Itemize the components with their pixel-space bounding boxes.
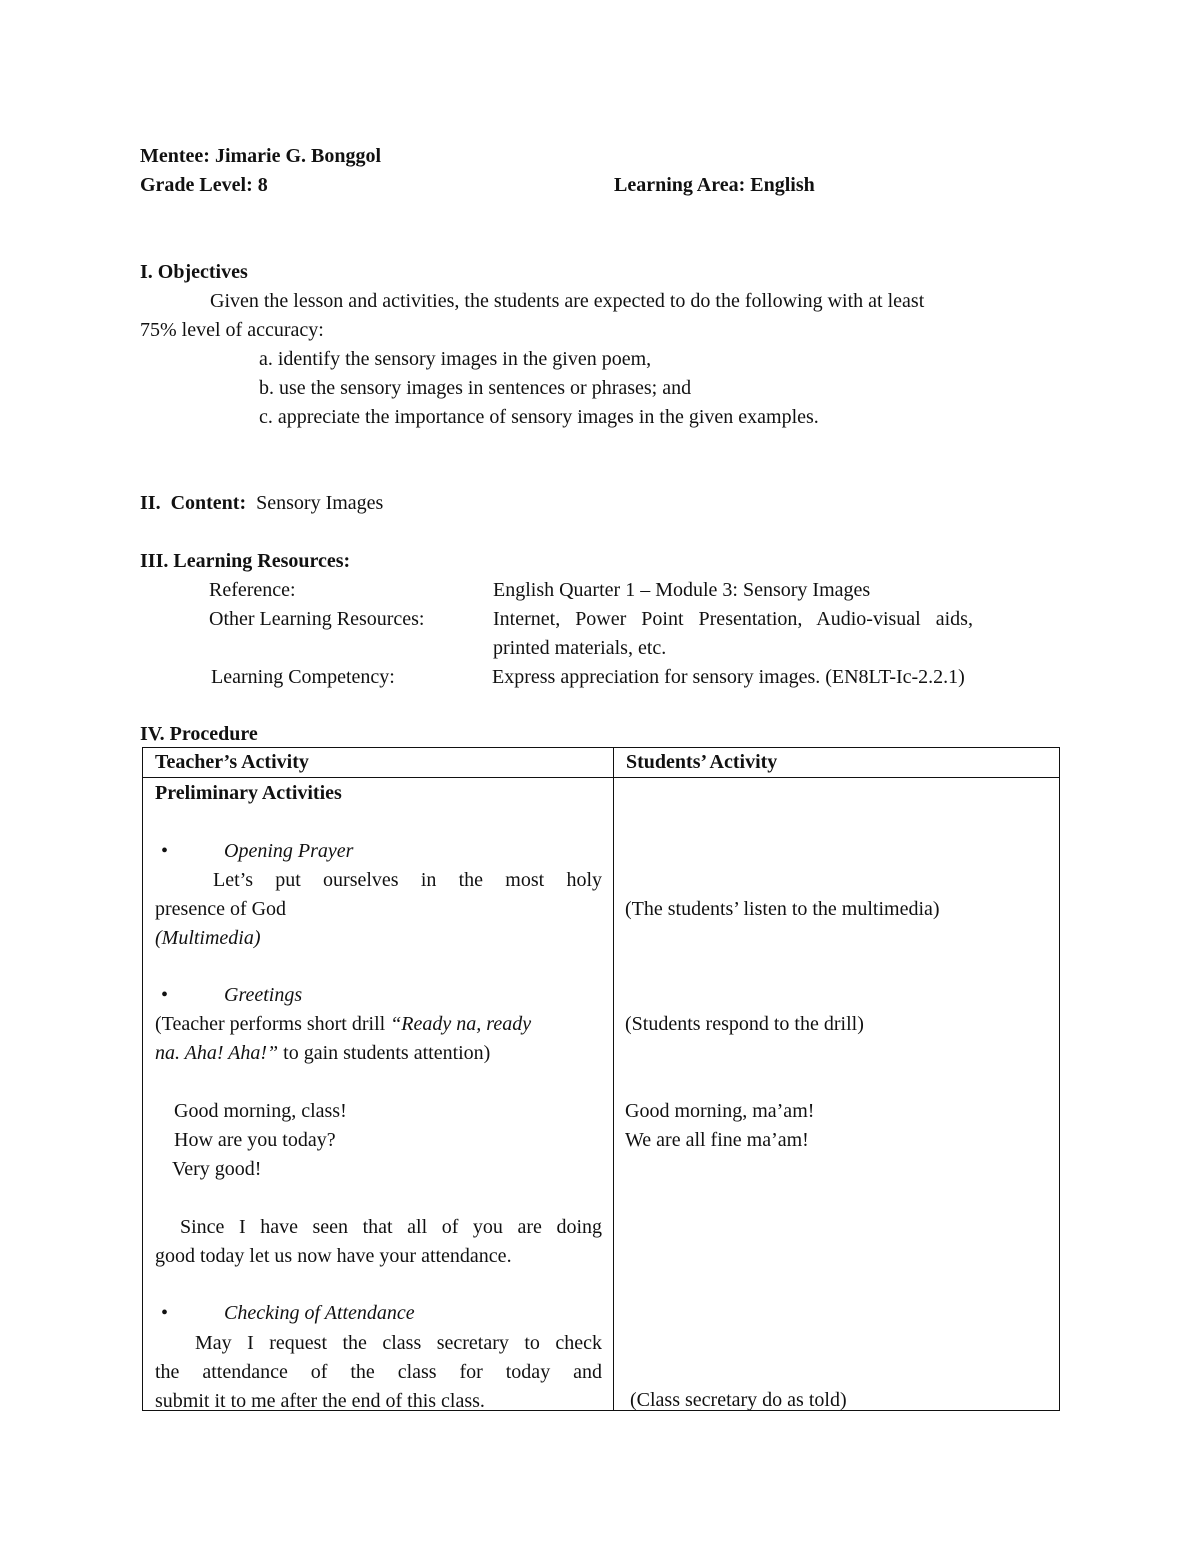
objectives-intro-line1: Given the lesson and activities, the students are expected to do the following with at least	[210, 290, 925, 312]
prayer-line1: Let’s put ourselves in the most holy	[213, 869, 602, 891]
students-fine: We are all fine ma’am!	[625, 1129, 809, 1151]
grade-level: Grade Level: 8	[140, 174, 268, 196]
other-resources-label: Other Learning Resources:	[209, 608, 425, 630]
competency-value: Express appreciation for sensory images. (EN8LT-Ic-2.2.1)	[492, 666, 965, 688]
procedure-heading: IV. Procedure	[140, 723, 258, 745]
request-line1: May I request the class secretary to check	[195, 1332, 602, 1354]
students-respond: (Students respond to the drill)	[625, 1013, 864, 1035]
students-secretary: (Class secretary do as told)	[630, 1389, 847, 1411]
other-resources-value-line1: Internet, Power Point Presentation, Audio-visual aids,	[493, 608, 973, 630]
drill-line1	[155, 1010, 531, 1039]
since-line1: Since I have seen that all of you are doing	[180, 1216, 602, 1238]
learning-area: Learning Area: English	[614, 174, 815, 196]
teacher-activity-cell	[143, 778, 614, 1411]
since-line2: good today let us now have your attendance.	[155, 1245, 512, 1267]
reference-value: English Quarter 1 – Module 3: Sensory Images	[493, 579, 871, 601]
content-value: Sensory Images	[256, 492, 384, 514]
competency-label: Learning Competency:	[211, 666, 395, 688]
multimedia-note: (Multimedia)	[155, 927, 261, 949]
students-listen: (The students’ listen to the multimedia)	[625, 898, 940, 920]
drill-post: to gain students attention)	[278, 1042, 491, 1064]
objective-item-b: b. use the sensory images in sentences or phrases; and	[259, 377, 692, 399]
checking-attendance-label: Checking of Attendance	[224, 1302, 415, 1324]
bullet-icon: •	[161, 984, 169, 1006]
request-line3: submit it to me after the end of this class.	[155, 1390, 485, 1412]
content-label: II. Content:	[140, 492, 247, 514]
objectives-heading: I. Objectives	[140, 261, 248, 283]
teacher-activity-header: Teacher’s Activity	[143, 748, 614, 778]
good-morning-class: Good morning, class!	[174, 1100, 347, 1122]
objective-item-a: a. identify the sensory images in the given poem,	[259, 348, 652, 370]
resources-heading: III. Learning Resources:	[140, 550, 351, 572]
drill-line2	[155, 1039, 490, 1068]
procedure-table	[142, 747, 1060, 1411]
request-line2: the attendance of the class for today and	[155, 1361, 602, 1383]
opening-prayer-label: Opening Prayer	[224, 840, 354, 862]
mentee-line: Mentee: Jimarie G. Bonggol	[140, 145, 382, 167]
drill-pre: (Teacher performs short drill	[155, 1013, 391, 1035]
how-are-you: How are you today?	[174, 1129, 336, 1151]
students-good-morning: Good morning, ma’am!	[625, 1100, 815, 1122]
drill-quote1: “Ready na, ready	[390, 1013, 532, 1035]
students-activity-header: Students’ Activity	[614, 748, 1060, 778]
content-line	[140, 489, 383, 518]
bullet-icon: •	[161, 1302, 169, 1324]
other-resources-value-line2: printed materials, etc.	[493, 637, 667, 659]
prayer-line2: presence of God	[155, 898, 287, 920]
objective-item-c: c. appreciate the importance of sensory images in the given examples.	[259, 406, 819, 428]
objectives-intro-line2: 75% level of accuracy:	[140, 319, 324, 341]
procedure-header-row	[143, 748, 1060, 778]
procedure-body-row	[143, 778, 1060, 1411]
reference-label: Reference:	[209, 579, 296, 601]
bullet-icon: •	[161, 840, 169, 862]
students-activity-cell	[614, 778, 1060, 1411]
greetings-label: Greetings	[224, 984, 303, 1006]
very-good: Very good!	[172, 1158, 262, 1180]
drill-quote2: na. Aha! Aha!”	[155, 1042, 279, 1064]
preliminary-activities: Preliminary Activities	[155, 782, 342, 804]
